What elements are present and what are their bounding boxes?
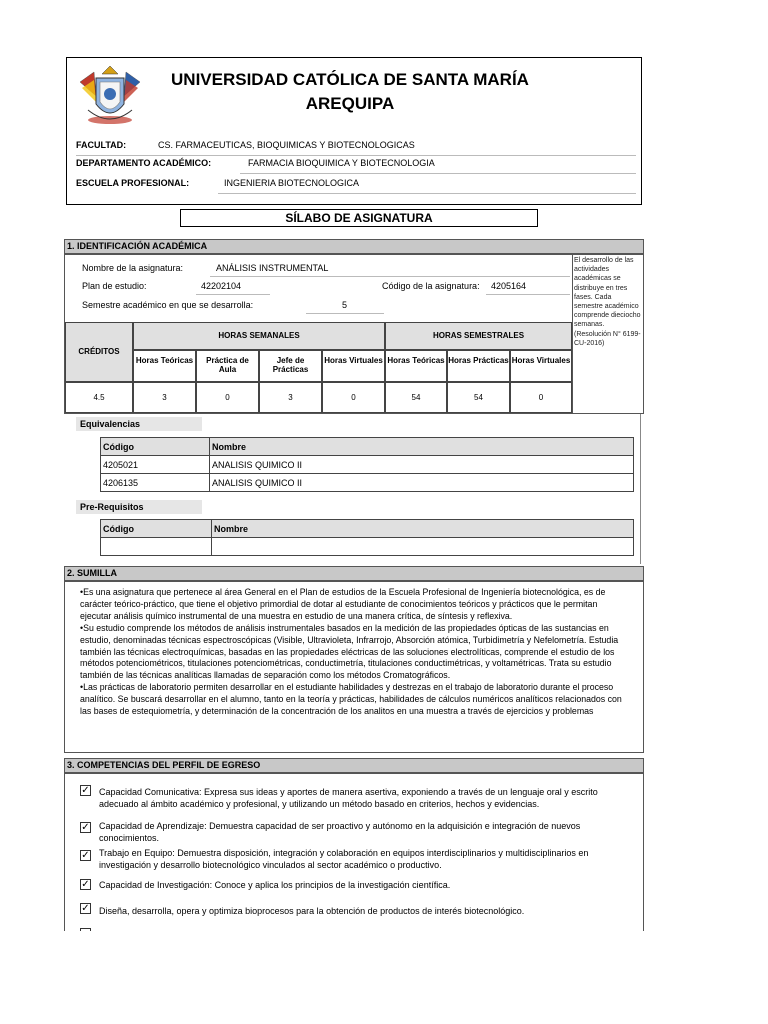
equivalencias-col-nombre: Nombre — [210, 438, 634, 456]
competencia-item: Capacidad de Aprendizaje: Demuestra capacidad de ser proactivo y autónomo en la adquisición e integración de nuevos conocimientos. — [99, 821, 581, 843]
sub-header-practica-aula: Práctica de Aula — [196, 350, 259, 382]
facultad-label: FACULTAD: — [76, 140, 127, 150]
divider — [76, 155, 636, 156]
sumilla-text — [80, 587, 630, 751]
university-name: UNIVERSIDAD CATÓLICA DE SANTA MARÍA — [171, 70, 529, 89]
syllabus-title: SÍLABO DE ASIGNATURA — [180, 209, 538, 227]
sumilla-paragraph: •Las prácticas de laboratorio permiten desarrollar en el estudiante habilidades y destrezas en el trabajo de laboratorio durante el proceso analítico. Se buscará desarrollar en el alumno, tanto en la teoría y prácticas, habilidades de cálculos numéricos analíticos relacionados con las bases de estequiometría, y determinación de la concentración de los analitos en una muestra a través de ejercicios y problemas — [80, 682, 622, 717]
sub-header-horas-teoricas-sem: Horas Teóricas — [385, 350, 447, 382]
prerequisitos-col-nombre: Nombre — [212, 520, 634, 538]
prerequisitos-table — [100, 519, 634, 556]
value-horas-virtuales-sem: 0 — [510, 382, 572, 413]
value-creditos: 4.5 — [65, 382, 133, 413]
checkbox-checked-icon[interactable]: ✓ — [81, 879, 90, 890]
table-row — [101, 474, 634, 492]
checkbox-checked-icon[interactable]: ✓ — [81, 903, 90, 914]
section-competencias-header: 3. COMPETENCIAS DEL PERFIL DE EGRESO — [64, 758, 644, 773]
equivalencia-nombre: ANALISIS QUIMICO II — [210, 456, 634, 474]
value-horas-practicas-sem: 54 — [447, 382, 510, 413]
competencia-item: Diseña, desarrolla, opera y optimiza bioprocesos para la obtención de productos de interés biotecnológico. — [99, 906, 525, 916]
value-horas-virtuales: 0 — [322, 382, 385, 413]
semestre-value: 5 — [342, 300, 348, 310]
horas-semestrales-header: HORAS SEMESTRALES — [385, 322, 572, 350]
departamento-value: FARMACIA BIOQUIMICA Y BIOTECNOLOGIA — [248, 158, 435, 168]
university-seal-logo — [74, 62, 146, 128]
value-horas-teoricas: 3 — [133, 382, 196, 413]
competencia-item: Trabajo en Equipo: Demuestra disposición, integración y colaboración en equipos interdisciplinarios y multidisciplinarios en investigación y desarrollo biotecnológico vinculados al sector académico o productivo. — [99, 848, 589, 870]
divider — [240, 173, 636, 174]
horas-semanales-header: HORAS SEMANALES — [133, 322, 385, 350]
table-row — [101, 456, 634, 474]
checkbox-checked-icon[interactable]: ✓ — [81, 850, 90, 861]
equivalencia-nombre: ANALISIS QUIMICO II — [210, 474, 634, 492]
checkbox-cut-off-icon — [80, 928, 91, 931]
table-row — [101, 538, 634, 556]
nombre-asignatura-value: ANÁLISIS INSTRUMENTAL — [216, 263, 329, 273]
nombre-asignatura-label: Nombre de la asignatura: — [82, 263, 184, 273]
sub-header-horas-teoricas: Horas Teóricas — [133, 350, 196, 382]
competencia-item: Capacidad de Investigación: Conoce y aplica los principios de la investigación científica. — [99, 880, 451, 890]
facultad-value: CS. FARMACEUTICAS, BIOQUIMICAS Y BIOTECNOLOGICAS — [158, 140, 415, 150]
value-practica-aula: 0 — [196, 382, 259, 413]
codigo-asignatura-value: 4205164 — [491, 281, 527, 291]
divider — [210, 276, 570, 277]
equivalencias-table — [100, 437, 634, 492]
sub-header-horas-virtuales: Horas Virtuales — [322, 350, 385, 382]
side-note: El desarrollo de las actividades académicas se distribuye en tres fases. Cada semestre académico comprende dieciocho semanas. (Resolución N° 6199-CU-2016) — [574, 257, 641, 347]
section-identificacion-header: 1. IDENTIFICACIÓN ACADÉMICA — [64, 239, 644, 254]
checkbox-checked-icon[interactable]: ✓ — [81, 822, 90, 833]
equivalencias-title: Equivalencias — [76, 417, 202, 431]
departamento-label: DEPARTAMENTO ACADÉMICO: — [76, 158, 212, 168]
university-city: AREQUIPA — [305, 94, 395, 113]
section-sumilla-header: 2. SUMILLA — [64, 566, 644, 581]
sumilla-paragraph: •Es una asignatura que pertenece al área General en el Plan de estudios de la Escuela Profesional de Ingeniería biotecnológica, es de carácter teórico-práctico, que tiene el objetivo primordial de dotar al estudiante de conocimientos teóricos y prácticos que le permitan ejecutar análisis químico instrumental de una muestra en estudio de una manera crítica, de síntesis y reflexiva. — [80, 587, 606, 621]
right-border — [640, 414, 641, 564]
equivalencia-codigo: 4205021 — [101, 456, 210, 474]
side-divider — [572, 255, 573, 413]
value-jefe-practicas: 3 — [259, 382, 322, 413]
sub-header-horas-virtuales-sem: Horas Virtuales — [510, 350, 572, 382]
equivalencia-codigo: 4206135 — [101, 474, 210, 492]
competencia-item: Capacidad Comunicativa: Expresa sus ideas y aportes de manera asertiva, exponiendo a través de un lenguaje oral y escrito adecuado al ámbito académico y profesional, y utilizando un método basado en criterios, hechos y evidencias. — [99, 787, 598, 809]
divider — [196, 294, 270, 295]
escuela-label: ESCUELA PROFESIONAL: — [76, 178, 190, 188]
equivalencias-col-codigo: Código — [101, 438, 210, 456]
plan-estudio-value: 42202104 — [201, 281, 242, 291]
plan-estudio-label: Plan de estudio: — [82, 281, 147, 291]
sumilla-paragraph: •Su estudio comprende los métodos de análisis instrumentales basados en la medición de las propiedades ópticas de las sustancias en estudio, denominadas técnicas espectroscópicas (Visible, Ultravioleta, Infrarrojo, Absorción atómica, Turbidimetría y Nefelometría. Estudia también las técnicas electroquímicas, basadas en las propiedades eléctricas de las soluciones electrolíticas, comprende el estudio de los métodos potenciométricos, titulaciones potenciométricas, conductimetría, titulaciones conductimétricas, y voltamétricas. Trata su estudio también de las técnicas analíticas llamadas de separación como los métodos Cromatográficos. — [80, 622, 619, 681]
creditos-header: CRÉDITOS — [65, 322, 133, 382]
semestre-label: Semestre académico en que se desarrolla: — [82, 300, 254, 310]
sub-header-jefe-practicas: Jefe de Prácticas — [259, 350, 322, 382]
checkbox-checked-icon[interactable]: ✓ — [81, 785, 90, 796]
divider — [306, 313, 384, 314]
prerequisitos-title: Pre-Requisitos — [76, 500, 202, 514]
escuela-value: INGENIERIA BIOTECNOLOGICA — [224, 178, 360, 188]
divider — [218, 193, 636, 194]
divider — [486, 294, 570, 295]
codigo-asignatura-label: Código de la asignatura: — [382, 281, 480, 291]
sub-header-horas-practicas-sem: Horas Prácticas — [447, 350, 510, 382]
prerequisitos-col-codigo: Código — [101, 520, 212, 538]
value-horas-teoricas-sem: 54 — [385, 382, 447, 413]
